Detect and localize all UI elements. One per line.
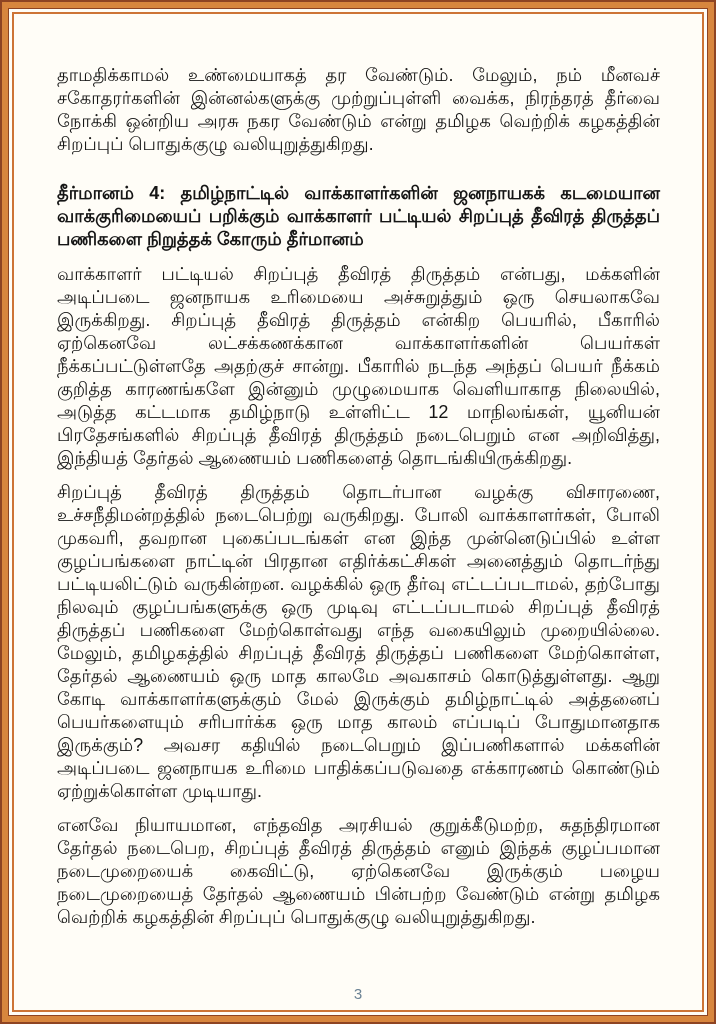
body-paragraph: சிறப்புத் தீவிரத் திருத்தம் தொடர்பான வழக்கு விசாரணை, உச்சநீதிமன்றத்தில் நடைபெற்று வருகிறது. போலி வாக்காளர்கள், போலி முகவரி, தவறான புகைப்படங்கள் என இந்த முன்னெடுப்பில் உள்ள குழப்பங்களை நாட்டின் பிரதான எதிர்க்கட்சிகள் அனைத்தும் தொடர்ந்து பட்டியலிட்டும் வருகின்றன. வழக்கில் ஒரு தீர்வு எட்டப்படாமல், தற்போது நிலவும் குழப்பங்களுக்கு ஒரு முடிவு எட்டப்படாமல் சிறப்புத் தீவிரத் திருத்தப் பணிகளை மேற்கொள்வது எந்த வகையிலும் முறையில்லை. மேலும், தமிழகத்தில் சிறப்புத் தீவிரத் திருத்தப் பணிகளை மேற்கொள்ள, தேர்தல் ஆணையம் ஒரு மாத காலமே அவகாசம் கொடுத்துள்ளது. ஆறு கோடி வாக்காளர்களுக்கும் மேல் இருக்கும் தமிழ்நாட்டில் அத்தனைப் பெயர்களையும் சரிபார்க்க ஒரு மாத காலம் எப்படிப் போதுமானதாக இருக்கும்? அவசர கதியில் நடைபெறும் இப்பணிகளால் மக்களின் அடிப்படை ஜனநாயக உரிமை பாதிக்கப்படுவதை எக்காரணம் கொண்டும் ஏற்றுக்கொள்ள முடியாது. <box>57 482 660 801</box>
document-body <box>57 64 660 940</box>
body-paragraph: எனவே நியாயமான, எந்தவித அரசியல் குறுக்கீடுமற்ற, சுதந்திரமான தேர்தல் நடைபெற, சிறப்புத் தீவிரத் திருத்தம் எனும் இந்தக் குழப்பமான நடைமுறையைக் கைவிட்டு, ஏற்கெனவே இருக்கும் பழைய நடைமுறையைத் தேர்தல் ஆணையம் பின்பற்ற வேண்டும் என்று தமிழக வெற்றிக் கழகத்தின் சிறப்புப் பொதுக்குழு வலியுறுத்துகிறது. <box>57 815 660 927</box>
body-paragraph: தாமதிக்காமல் உண்மையாகத் தர வேண்டும். மேலும், நம் மீனவச் சகோதரர்களின் இன்னல்களுக்கு முற்றுப்புள்ளி வைக்க, நிரந்தரத் தீர்வை நோக்கி ஒன்றிய அரசு நகர வேண்டும் என்று தமிழக வெற்றிக் கழகத்தின் சிறப்புப் பொதுக்குழு வலியுறுத்துகிறது. <box>57 65 660 154</box>
resolution-4-heading: தீர்மானம் 4: தமிழ்நாட்டில் வாக்காளர்களின் ஜனநாயகக் கடமையான வாக்குரிமையைப் பறிக்கும் வாக்காளர் பட்டியல் சிறப்புத் தீவிரத் திருத்தப் பணிகளை நிறுத்தக் கோரும் தீர்மானம் <box>57 183 660 249</box>
page-number: 3 <box>353 986 363 1003</box>
body-paragraph: வாக்காளர் பட்டியல் சிறப்புத் தீவிரத் திருத்தம் என்பது, மக்களின் அடிப்படை ஜனநாயக உரிமையை அச்சுறுத்தும் ஒரு செயலாகவே இருக்கிறது. சிறப்புத் தீவிரத் திருத்தம் என்கிற பெயரில், பீகாரில் ஏற்கெனவே லட்சக்கணக்கான வாக்காளர்களின் பெயர்கள் நீக்கப்பட்டுள்ளதே அதற்குச் சான்று. பீகாரில் நடந்த அந்தப் பெயர் நீக்கம் குறித்த காரணங்களே இன்னும் முழுமையாக வெளியாகாத நிலையில், அடுத்த கட்டமாக தமிழ்நாடு உள்ளிட்ட 12 மாநிலங்கள், யூனியன் பிரதேசங்களில் சிறப்புத் தீவிரத் திருத்தம் நடைபெறும் என அறிவித்து, இந்தியத் தேர்தல் ஆணையம் பணிகளைத் தொடங்கியிருக்கிறது. <box>57 264 660 468</box>
page-footer <box>0 986 716 1004</box>
